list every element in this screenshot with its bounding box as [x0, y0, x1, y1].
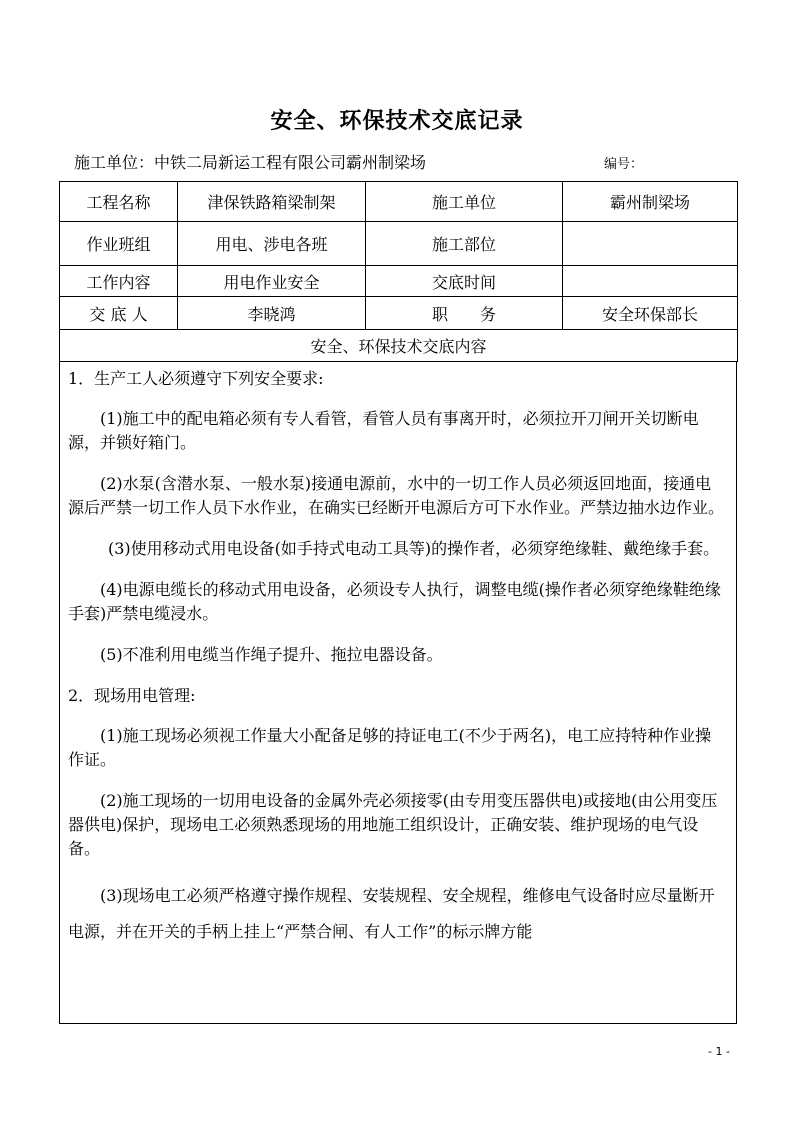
- section-2-item-3: (3)现场电工必须严格遵守操作规程、安装规程、安全规程，维修电气设备时应尽量断开电源，并在开关的手柄上挂上“严禁合闸、有人工作”的标示牌方能: [68, 886, 715, 941]
- project-name-value: 津保铁路箱梁制架: [178, 182, 366, 222]
- page-number: - 1 -: [708, 1045, 730, 1058]
- section-2-title: 2．现场用电管理:: [68, 686, 196, 705]
- construction-site-label: 施工部位: [366, 222, 563, 266]
- table-row: [60, 266, 738, 297]
- briefing-content: [59, 361, 737, 1024]
- section-1-item-3: (3)使用移动式用电设备(如手持式电动工具等)的操作者，必须穿绝缘鞋、戴绝缘手套。: [108, 539, 720, 558]
- work-content-value: 用电作业安全: [178, 266, 366, 297]
- work-team-value: 用电、涉电各班: [178, 222, 366, 266]
- work-team-label: 作业班组: [60, 222, 178, 266]
- project-name-label: 工程名称: [60, 182, 178, 222]
- construction-unit-label: 施工单位: [366, 182, 563, 222]
- briefer-label: 交 底 人: [60, 297, 178, 330]
- work-content-label: 工作内容: [60, 266, 178, 297]
- section-1-title: 1．生产工人必须遵守下列安全要求:: [68, 369, 324, 388]
- table-row: [60, 222, 738, 266]
- briefing-time-value: [563, 266, 738, 297]
- table-row: [60, 297, 738, 330]
- section-2-item-2: (2)施工现场的一切用电设备的金属外壳必须接零(由专用变压器供电)或接地(由公用变压器供电)保护，现场电工必须熟悉现场的用地施工组织设计，正确安装、维护现场的电气设备。: [68, 791, 718, 858]
- section-1-item-1: (1)施工中的配电箱必须有专人看管，看管人员有事离开时，必须拉开刀闸开关切断电源，并锁好箱门。: [68, 409, 699, 452]
- section-1-item-4: (4)电源电缆长的移动式用电设备，必须设专人执行，调整电缆(操作者必须穿绝缘鞋绝缘手套)严禁电缆浸水。: [68, 580, 721, 623]
- position-value: 安全环保部长: [563, 297, 738, 330]
- briefer-value: 李晓鸿: [178, 297, 366, 330]
- construction-unit-line: 施工单位：中铁二局新运工程有限公司霸州制梁场: [74, 153, 427, 172]
- section-1-item-2: (2)水泵(含潜水泵、一般水泵)接通电源前，水中的一切工作人员必须返回地面，接通电源后严禁一切工作人员下水作业，在确实已经断开电源后方可下水作业。严禁边抽水边作业。: [68, 474, 725, 517]
- briefing-time-label: 交底时间: [366, 266, 563, 297]
- position-label: 职 务: [366, 297, 563, 330]
- number-label: 编号：: [604, 157, 644, 172]
- table-row: [60, 330, 738, 362]
- section-1-item-5: (5)不准利用电缆当作绳子提升、拖拉电器设备。: [100, 645, 443, 664]
- construction-site-value: [563, 222, 738, 266]
- info-table: [59, 181, 738, 362]
- construction-unit-value: 霸州制梁场: [563, 182, 738, 222]
- table-row: [60, 182, 738, 222]
- content-header: 安全、环保技术交底内容: [60, 330, 738, 362]
- document-title: 安全、环保技术交底记录: [270, 108, 524, 134]
- section-2-item-1: (1)施工现场必须视工作量大小配备足够的持证电工(不少于两名)，电工应持特种作业操作证。: [68, 726, 712, 769]
